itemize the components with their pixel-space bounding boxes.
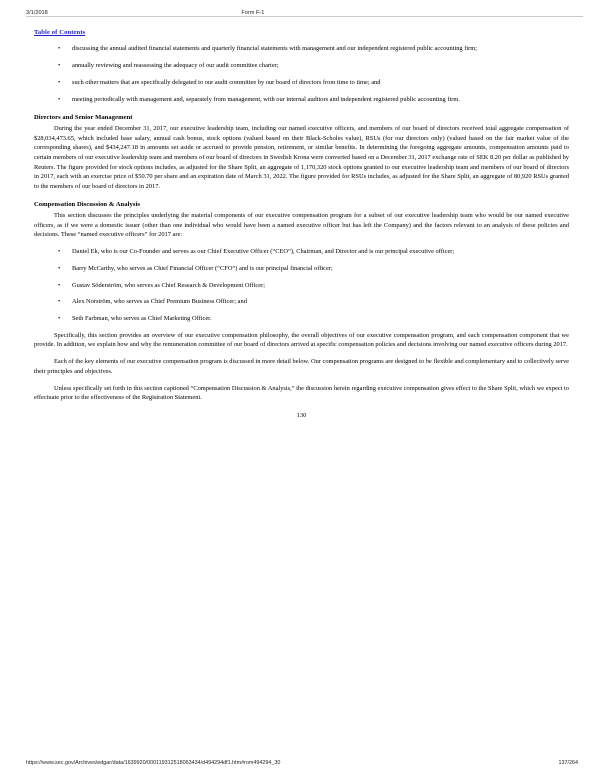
table-of-contents-link[interactable]: Table of Contents [34,29,86,36]
list-item-text: annually reviewing and reassessing the adequacy of our audit committee charter; [72,61,279,69]
list-item-text: Alex Norström, who serves as Chief Premium Business Officer; and [72,298,247,306]
compensation-paragraph-3: Unless specifically set forth in this section captioned “Compensation Discussion & Analysis,” the discussion herein regarding executive compensation gives effect to the Share Split, which we expect to effectuate prior to the effectiveness of the Registration Statement. [34,384,569,402]
bullet-icon: • [58,248,61,256]
list-item-text: Seth Farbman, who serves as Chief Marketing Officer. [72,314,212,322]
browser-print-footer [0,760,600,766]
browser-print-header [0,0,600,16]
section-heading-directors: Directors and Senior Management [34,114,133,122]
list-item-text: such other matters that are specifically delegated to our audit committee by our board of directors from time to time; and [72,78,381,86]
list-item-text: Barry McCarthy, who serves as Chief Financial Officer (“CFO”) and is our principal financial officer; [72,264,333,272]
section-heading-compensation: Compensation Discussion & Analysis [34,201,140,209]
list-item-text: meeting periodically with management and, separately from management, with our internal auditors and independent registered public accounting firm. [72,95,460,103]
list-item [34,78,569,88]
bullet-icon: • [58,298,61,306]
list-item [34,247,569,257]
bullet-icon: • [58,61,61,69]
bullet-icon: • [58,314,61,322]
list-item [34,44,569,54]
list-item-text: Daniel Ek, who is our Co-Founder and serves as our Chief Executive Officer (“CEO”), Chairman, and Director and is our principal executive officer; [72,248,455,256]
audit-committee-bullet-list [34,44,569,104]
bullet-icon: • [58,281,61,289]
page-number: 130 [296,411,307,419]
named-executive-officers-list [34,247,569,323]
page-count-indicator: 137/264 [558,760,578,766]
list-item [34,314,569,324]
source-url: https://www.sec.gov/Archives/edgar/data/1639920/000119312518063434/d494294df1.htm#rom494294_30 [26,760,281,766]
list-item [34,61,569,71]
compensation-paragraph-1: Specifically, this section provides an overview of our executive compensation philosophy, the overall objectives of our executive compensation program, and each compensation component that we provide. In addition, we explain how and why the remuneration committee of our board of directors arrived at specific compensation policies and decisions involving our named executive officers during 2017. [34,331,569,349]
list-item-text: Gustav Söderström, who serves as Chief Research & Development Officer; [72,281,265,289]
list-item-text: discussing the annual audited financial statements and quarterly financial statements with management and our independent registered public accounting firm; [72,45,477,52]
list-item [34,281,569,291]
list-item [34,264,569,274]
bullet-icon: • [58,78,61,86]
document-body [0,17,600,419]
bullet-icon: • [58,45,61,52]
print-document-title: Form F-1 [241,10,265,16]
print-date: 3/1/2018 [26,10,48,16]
compensation-paragraph-2: Each of the key elements of our executive compensation program is discussed in more detail below. Our compensation programs are designed to be flexible and complementary and to collectively serve their principles and objectives. [34,358,569,375]
list-item [34,297,569,307]
directors-paragraph: During the year ended December 31, 2017, our executive leadership team, including our named executive officers, and members of our board of directors received total aggregate compensation of $28,034,473.65, which included base salary, annual cash bonus, stock options (valued based on their Black-Scholes value), RSUs (for our directors only) (valued based on the fair market value of the corresponding shares), and $434,247.18 in amounts set aside or accrued to provide pension, retirement, or similar benefits. In determining the foregoing aggregate amounts, compensation amounts paid to certain members of our executive leadership team and members of our board of directors in Swedish Krona were converted based on a December 31, 2017 exchange rate of SEK 8.20 per dollar as published by Reuters. The figure provided for stock options includes, as adjusted for the Share Split, an aggregate of 1,170,320 stock options granted to our executive leadership team and members of our board of directors in 2017, each with an exercise price of $50.70 per share and an expiration date of March 31, 2022. The figure provided for RSUs includes, as adjusted for the Share Split, an aggregate of 80,920 RSUs granted to the members of our board of directors in 2017. [34,125,569,190]
bullet-icon: • [58,264,61,272]
compensation-intro-paragraph: This section discusses the principles underlying the material components of our executive compensation program for a subset of our executive leadership team who would be our named executive officers, as if we were a domestic issuer (other than one individual who would have been a named executive officer but has left the Company) and the factors relevant to an analysis of these policies and decisions. These “named executive officers” for 2017 are: [34,212,569,239]
bullet-icon: • [58,95,61,103]
list-item [34,95,569,105]
